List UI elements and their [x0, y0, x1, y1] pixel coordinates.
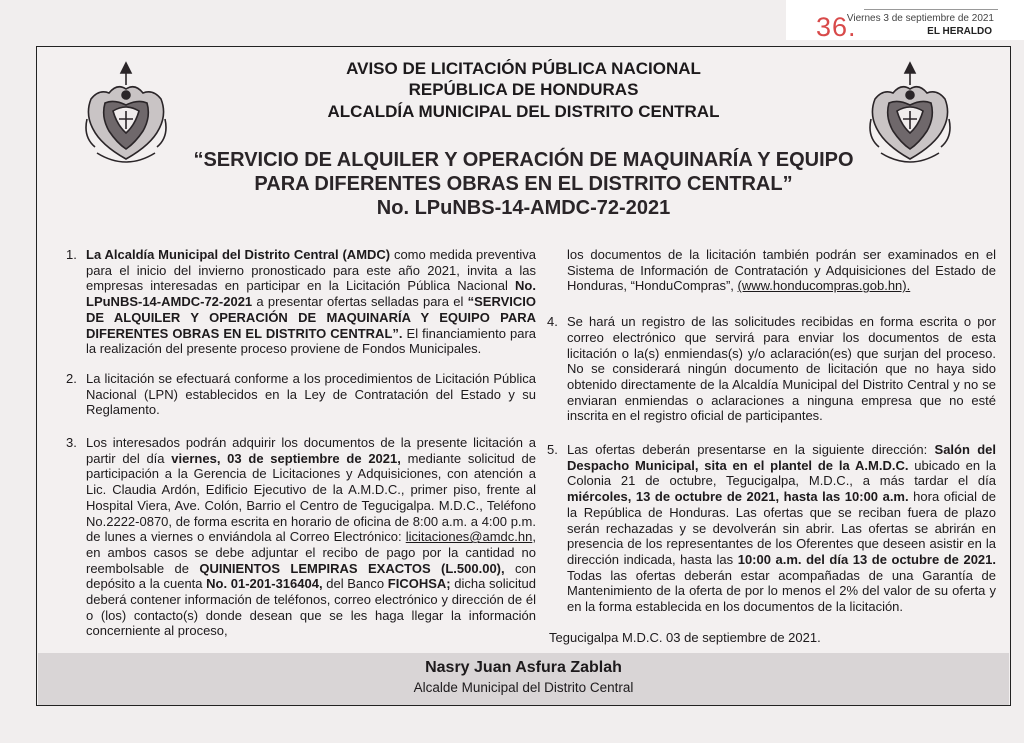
- item-number: 2.: [66, 370, 77, 386]
- bold-text: FICOHSA;: [387, 576, 451, 592]
- tender-number: No. LPuNBS-14-AMDC-72-2021: [376, 197, 671, 219]
- page-number: 36.: [816, 12, 857, 42]
- notice-box: [36, 46, 1011, 706]
- item-number: 1.: [66, 247, 77, 262]
- item-number: 5.: [547, 442, 558, 458]
- list-item: [66, 435, 536, 639]
- country-heading: REPÚBLICA DE HONDURAS: [408, 80, 639, 99]
- bold-text: La Alcaldía Municipal del Distrito Central (AMDC): [86, 247, 391, 262]
- list-item: [547, 314, 996, 424]
- issue-date: Viernes 3 de septiembre de 2021: [846, 13, 994, 24]
- municipality-heading: ALCALDÍA MUNICIPAL DEL DISTRITO CENTRAL: [327, 102, 720, 121]
- text-span: a presentar ofertas selladas para el: [252, 294, 468, 310]
- text-span: hora oficial de la República de Honduras. Las ofertas que se reciban fuera de plazo serán rechazadas y se devolverán sin abrir. Las ofertas se abrirán en presencia de los representantes de los Oferentes que deseen asistir en la dirección indicada, hasta las: [567, 489, 996, 567]
- text-span: como medida preventiva para el inicio del invierno pronosticado para este año 2021, invita a las empresas interesadas en participar en la Licitación Pública Nacional: [86, 247, 536, 294]
- newspaper-masthead: [786, 0, 1024, 40]
- list-item: [66, 247, 536, 357]
- tender-title: “SERVICIO DE ALQUILER Y OPERACIÓN DE MAQUINARÍA Y EQUIPO: [193, 149, 854, 171]
- signatory-role: Alcalde Municipal del Distrito Central: [413, 680, 634, 695]
- list-item: [66, 371, 536, 418]
- bold-text: QUINIENTOS LEMPIRAS EXACTOS (L.500.00),: [199, 560, 505, 576]
- item-continuation: [547, 247, 996, 294]
- honducompras-link[interactable]: (www.honducompras.gob.hn).: [737, 278, 911, 294]
- notice-heading: AVISO DE LICITACIÓN PÚBLICA NACIONAL: [346, 59, 701, 78]
- text-span: mediante solicitud de participación a la Gerencia de Licitaciones y Adquisiciones, con atención a Lic. Claudia Ardón, Edificio Ejecutivo de la A.M.D.C., primer piso, frente al Hospital Viera, Ave. Colón, Barrio el Centro de Tegucigalpa. M.D.C., Teléfono No.2222-0870, de forma escrita en horario de oficina de 8:00 a.m. a 4:00 p.m. de lunes a viernes o enviándola al Correo Electrónico:: [86, 450, 537, 545]
- item-number: 4.: [547, 314, 558, 330]
- item-text: [86, 435, 536, 639]
- text-span: ubicado en la Colonia 21 de octubre, Tegucigalpa, M.D.C., a más tardar el día: [567, 457, 996, 489]
- bold-text: “SERVICIO DE ALQUILER Y OPERACIÓN DE MAQUINARÍA Y EQUIPO PARA DIFERENTES OBRAS EN EL DISTRITO CENTRAL”.: [86, 294, 536, 341]
- bold-text: Salón del Despacho Municipal, sita en el plantel de la A.M.D.C.: [567, 442, 996, 473]
- text-span: los documentos de la licitación también podrán ser examinados en el Sistema de Información de Contratación y Adquisiciones del Estado de Honduras, “HonduCompras”,: [567, 247, 996, 294]
- text-span: Las ofertas deberán presentarse en la siguiente dirección:: [567, 442, 935, 458]
- bold-text: viernes, 03 de septiembre de 2021,: [171, 450, 401, 466]
- item-text: La licitación se efectuará conforme a los procedimientos de Licitación Pública Nacional (LPN) establecidos en la Ley de Contratación del Estado y su Reglamento.: [86, 370, 536, 418]
- bold-text: No. 01-201-316404,: [206, 576, 323, 592]
- text-span: El financiamiento para la realización del presente proceso proviene de Fondos Municipales.: [86, 325, 536, 357]
- newspaper-name: EL HERALDO: [927, 26, 992, 37]
- item-text: [86, 247, 536, 357]
- right-column: [547, 247, 996, 645]
- item-text: Se hará un registro de las solicitudes recibidas en forma escrita o por correo electrónico que servirá para enviar los documentos de esta licitación o la(s) enmiendas(s) y/o aclaración(es) que surjan del proceso. No se considerará ningún documento de licitación que no haya sido obtenido directamente de la Alcaldía Municipal del Distrito Central y no se enviaran enmiendas o aclaraciones a ninguna empresa que no esté inscrita en el registro oficial de participantes.: [567, 314, 996, 424]
- list-item: [547, 442, 996, 615]
- text-span: Los interesados podrán adquirir los documentos de la presente licitación a partir del día: [86, 435, 536, 466]
- item-text: [567, 442, 996, 615]
- signatory-name: Nasry Juan Asfura Zablah: [425, 659, 622, 676]
- masthead-rule: [864, 9, 998, 10]
- text-span: con depósito a la cuenta: [86, 560, 537, 592]
- text-span: , en ambos casos se debe adjuntar el recibo de pago por la cantidad no reembolsable de: [86, 529, 536, 576]
- email-link[interactable]: licitaciones@amdc.hn: [405, 529, 533, 545]
- text-span: del Banco: [322, 576, 388, 592]
- tender-title-line2: PARA DIFERENTES OBRAS EN EL DISTRITO CENTRAL”: [254, 173, 793, 195]
- place-date: Tegucigalpa M.D.C. 03 de septiembre de 2021.: [549, 629, 821, 645]
- text-span: Todas las ofertas deberán estar acompañadas de una Garantía de Mantenimiento de la oferta de por lo menos el 2% del valor de su oferta y en la forma establecida en los documentos de la licitación.: [567, 567, 996, 615]
- text-span: dicha solicitud deberá contener información de teléfonos, correo electrónico y dirección de él o (los) contacto(s) donde desean que se les haga llegar la información concerniente al proceso,: [86, 576, 536, 639]
- left-column: [66, 247, 536, 639]
- bold-text: No. LPuNBS-14-AMDC-72-2021: [86, 278, 536, 310]
- item-number: 3.: [66, 435, 77, 451]
- bold-text: 10:00 a.m. del día 13 de octubre de 2021.: [737, 551, 996, 567]
- bold-text: miércoles, 13 de octubre de 2021, hasta las 10:00 a.m.: [567, 489, 909, 505]
